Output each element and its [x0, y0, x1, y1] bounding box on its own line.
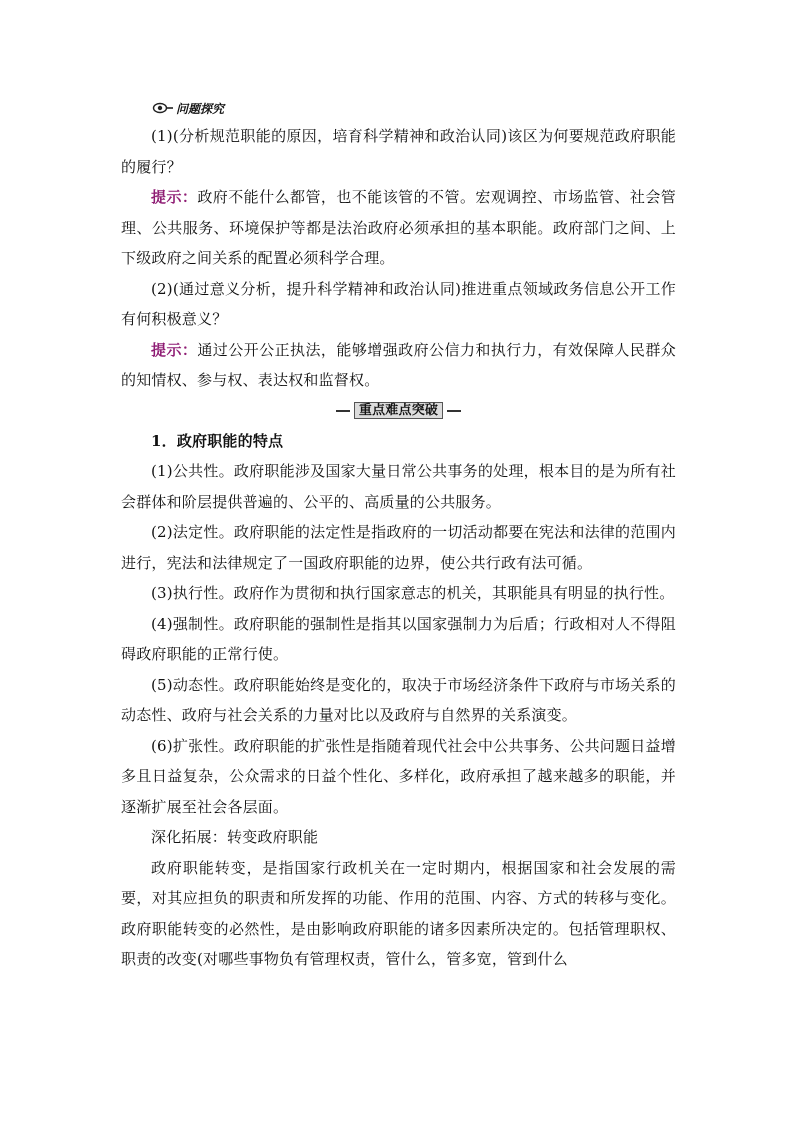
section-heading: [152, 98, 224, 118]
banner-rule-left: [336, 410, 350, 412]
hint-2: [121, 335, 676, 396]
hint-label: 提示：: [151, 340, 198, 359]
banner-rule-right: [447, 410, 461, 412]
hint-text: 政府不能什么都管，也不能该管的不管。宏观调控、市场监管、社会管理、公共服务、环境保护等都是法治政府必须承担的基本职能。政府部门之间、上下级政府之间关系的配置必须科学合理。: [121, 188, 676, 267]
point-title: 1．政府职能的特点: [151, 431, 284, 450]
hint-label: 提示：: [151, 188, 198, 206]
feature-item: (5)动态性。政府职能始终是变化的，取决于市场经济条件下政府与市场关系的动态性、政府与社会关系的力量对比以及政府与自然界的关系演变。: [121, 675, 676, 724]
extension-title: 深化拓展：转变政府职能: [151, 828, 319, 846]
feature-item: (2)法定性。政府职能的法定性是指政府的一切活动都要在宪法和法律的范围内进行，宪法和法律规定了一国政府职能的边界，使公共行政有法可循。: [121, 523, 676, 572]
hint-text: 通过公开公正执法，能够增强政府公信力和执行力，有效保障人民群众的知情权、参与权、表达权和监督权。: [121, 340, 676, 389]
key-points-banner: [121, 396, 676, 426]
question-2: (2)(通过意义分析，提升科学精神和政治认同)推进重点领域政务信息公开工作有何积极意义？: [121, 279, 676, 328]
feature-item: (4)强制性。政府职能的强制性是指其以国家强制力为后盾；行政相对人不得阻碍政府职能的正常行使。: [121, 614, 676, 663]
feature-item: (6)扩张性。政府职能的扩张性是指随着现代社会中公共事务、公共问题日益增多且日益复杂，公众需求的日益个性化、多样化，政府承担了越来越多的职能，并逐渐扩展至社会各层面。: [121, 736, 676, 816]
feature-item: (1)公共性。政府职能涉及国家大量日常公共事务的处理，根本目的是为所有社会群体和阶层提供普遍的、公平的、高质量的公共服务。: [121, 462, 676, 511]
section-title: 问题探究: [176, 101, 225, 116]
feature-item: (3)执行性。政府作为贯彻和执行国家意志的机关，其职能具有明显的执行性。: [151, 584, 675, 602]
main-content: [121, 121, 676, 975]
question-1: (1)(分析规范职能的原因，培育科学精神和政治认同)该区为何要规范政府职能的履行？: [121, 127, 676, 176]
magnifier-question-icon: [152, 102, 174, 114]
banner-title: 重点难点突破: [354, 402, 443, 419]
extension-text: 政府职能转变，是指国家行政机关在一定时期内，根据国家和社会发展的需要，对其应担负的职责和所发挥的功能、作用的范围、内容、方式的转移与变化。政府职能转变的必然性，是由影响政府职能的诸多因素所决定的。包括管理职权、职责的改变(对哪些事物负有管理权责，管什么，管多宽，管到什么: [121, 858, 676, 968]
hint-1: [121, 182, 676, 274]
